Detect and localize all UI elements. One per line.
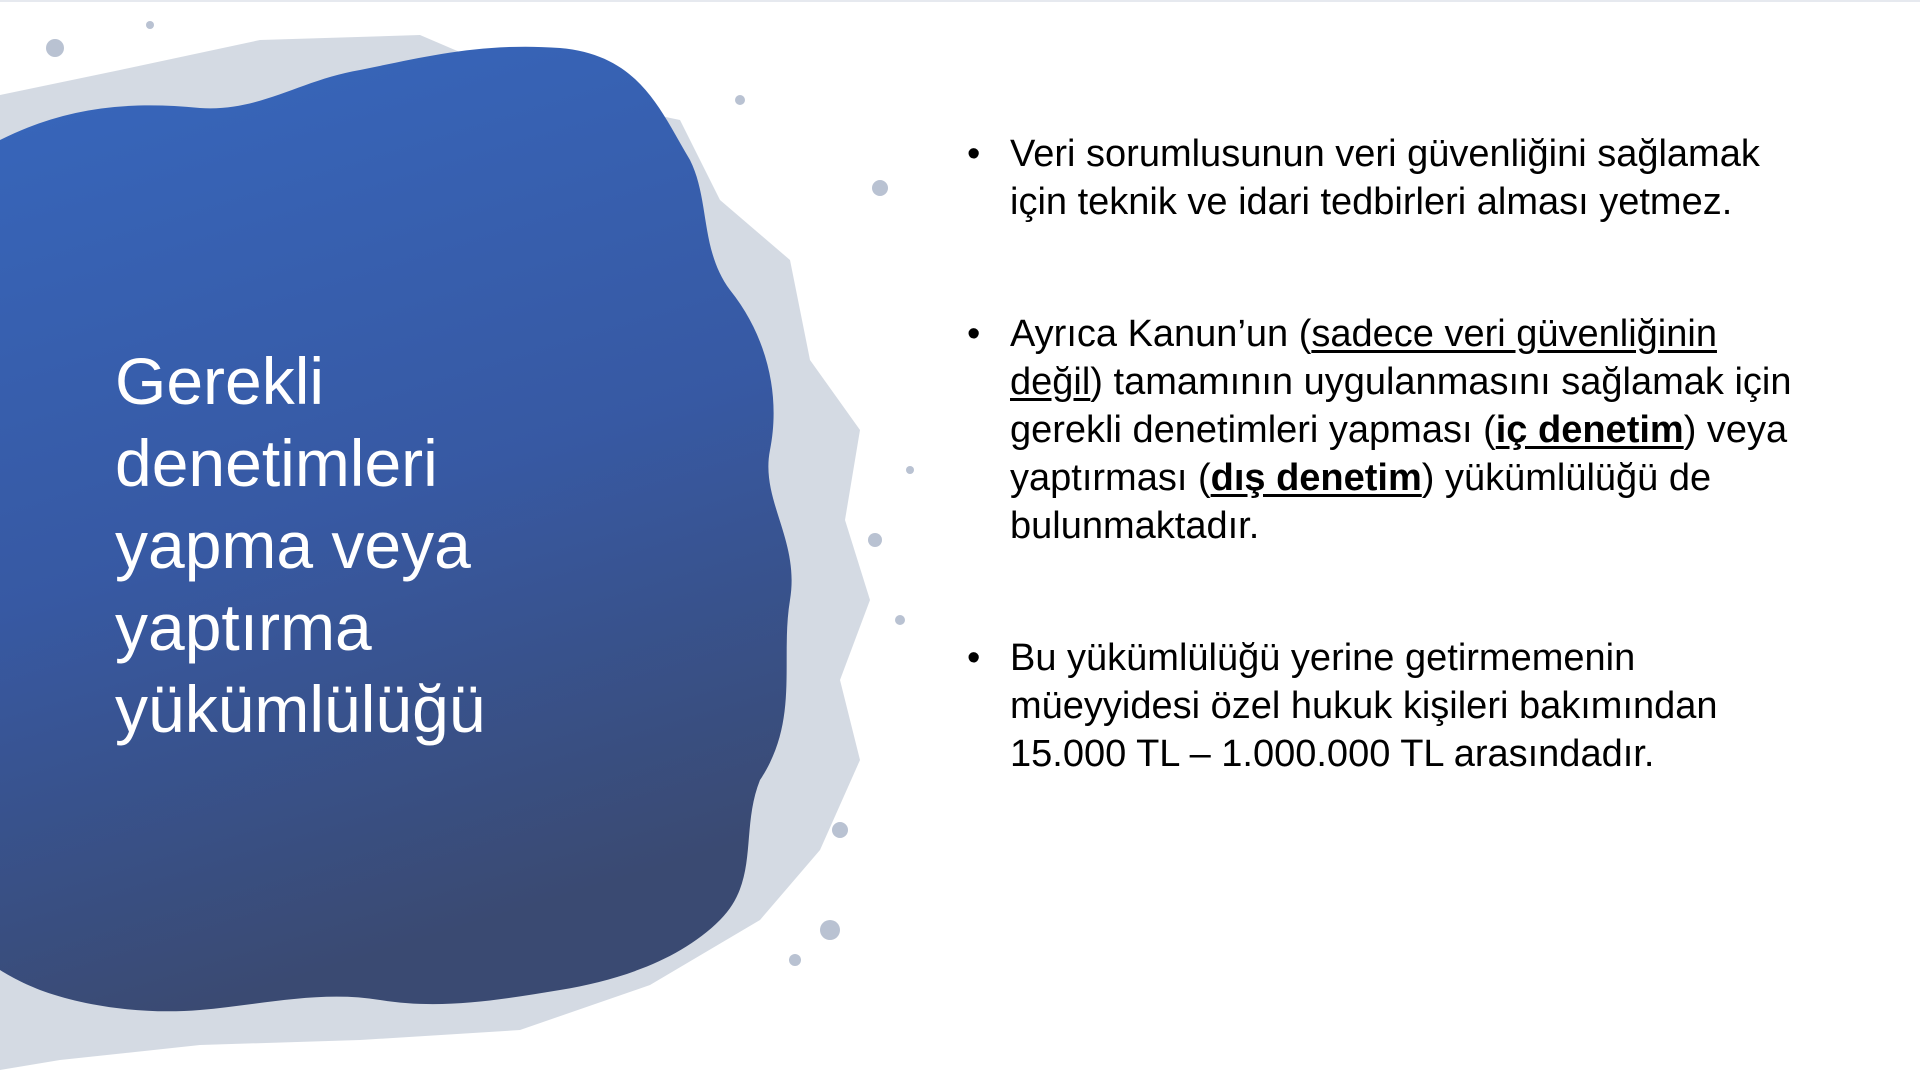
bullet-dot: • — [967, 313, 981, 355]
bullet-text-part: ) yükümlülüğü de bulunmaktadır. — [1010, 457, 1712, 547]
title-line: yaptırma — [115, 590, 372, 664]
bullet-list — [965, 130, 1795, 778]
bullet-text-part: ) tamamının uygulanmasını sağlamak için gerekli denetimleri yapması ( — [1010, 361, 1792, 451]
bullet-text: Bu yükümlülüğü yerine getirmemenin müeyyidesi özel hukuk kişileri bakımından 15.000 TL – 1.000.000 TL arasındadır. — [1010, 637, 1718, 775]
slide-title — [115, 340, 635, 750]
bullet-dot: • — [967, 133, 981, 175]
underlined-phrase: sadece veri güvenliğinin değil — [1010, 313, 1717, 403]
bullet-text-part: Ayrıca Kanun’un ( — [1010, 313, 1312, 355]
external-audit-term: dış denetim — [1210, 457, 1422, 499]
bullet-text: Veri sorumlusunun veri güvenliğini sağlamak için teknik ve idari tedbirleri alması yetmez. — [1010, 133, 1760, 223]
bullet-dot: • — [967, 637, 981, 679]
title-line: Gerekli — [115, 344, 325, 418]
bullet-text-part: ) veya yaptırması ( — [1010, 409, 1788, 499]
internal-audit-term: iç denetim — [1495, 409, 1684, 451]
bullet-item-security-measures — [965, 130, 1795, 226]
title-line: denetimleri — [115, 426, 438, 500]
bullet-item-sanction — [965, 634, 1795, 778]
title-line: yapma veya — [115, 508, 471, 582]
bullet-item-audit-obligation — [965, 310, 1795, 550]
title-line: yükümlülüğü — [115, 672, 486, 746]
